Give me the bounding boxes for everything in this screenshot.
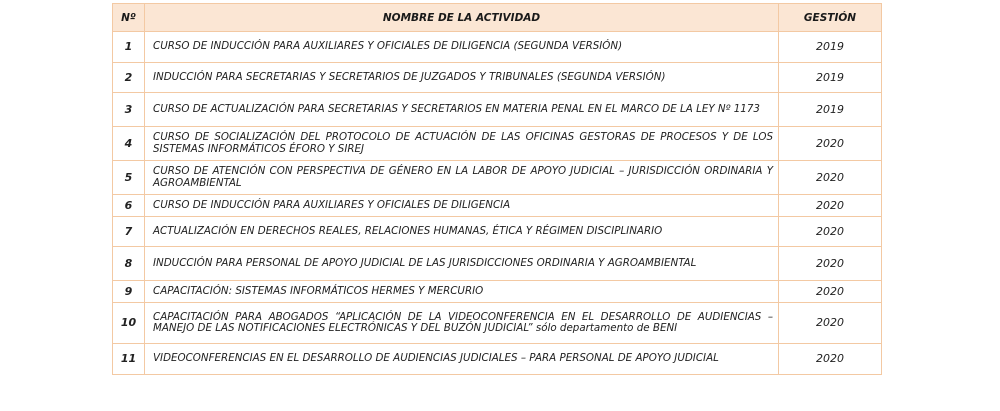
row-number: 4 — [113, 127, 145, 161]
table-row — [113, 161, 882, 195]
row-activity: CURSO DE INDUCCIÓN PARA AUXILIARES Y OFICIALES DE DILIGENCIA (SEGUNDA VERSIÓN) — [145, 32, 779, 63]
activities-table-container — [112, 3, 881, 375]
row-gestion: 2019 — [779, 93, 882, 127]
table-row — [113, 195, 882, 217]
row-gestion: 2020 — [779, 344, 882, 375]
row-activity: CURSO DE ACTUALIZACIÓN PARA SECRETARIAS Y SECRETARIOS EN MATERIA PENAL EN EL MARCO DE LA LEY Nº 1173 — [145, 93, 779, 127]
header-activity: NOMBRE DE LA ACTIVIDAD — [145, 4, 779, 32]
activities-table — [112, 3, 882, 375]
row-activity: CURSO DE INDUCCIÓN PARA AUXILIARES Y OFICIALES DE DILIGENCIA — [145, 195, 779, 217]
table-row — [113, 281, 882, 303]
row-activity: CAPACITACIÓN: SISTEMAS INFORMÁTICOS HERMES Y MERCURIO — [145, 281, 779, 303]
row-gestion: 2020 — [779, 161, 882, 195]
row-gestion: 2019 — [779, 32, 882, 63]
row-gestion: 2020 — [779, 303, 882, 344]
row-number: 10 — [113, 303, 145, 344]
row-number: 9 — [113, 281, 145, 303]
table-row — [113, 63, 882, 93]
row-gestion: 2020 — [779, 217, 882, 247]
table-row — [113, 247, 882, 281]
row-number: 1 — [113, 32, 145, 63]
table-row — [113, 127, 882, 161]
row-number: 3 — [113, 93, 145, 127]
table-row — [113, 93, 882, 127]
table-row — [113, 217, 882, 247]
row-activity: INDUCCIÓN PARA PERSONAL DE APOYO JUDICIAL DE LAS JURISDICCIONES ORDINARIA Y AGROAMBIENTAL — [145, 247, 779, 281]
table-row — [113, 303, 882, 344]
row-activity: ACTUALIZACIÓN EN DERECHOS REALES, RELACIONES HUMANAS, ÉTICA Y RÉGIMEN DISCIPLINARIO — [145, 217, 779, 247]
row-gestion: 2020 — [779, 195, 882, 217]
row-activity: CURSO DE ATENCIÓN CON PERSPECTIVA DE GÉNERO EN LA LABOR DE APOYO JUDICIAL – JURISDICCIÓN ORDINARIA Y AGROAMBIENTAL — [145, 161, 779, 195]
row-activity: CAPACITACIÓN PARA ABOGADOS “APLICACIÓN DE LA VIDEOCONFERENCIA EN EL DESARROLLO DE AUDIENCIAS – MANEJO DE LAS NOTIFICACIONES ELECTRÓNICAS Y DEL BUZÓN JUDICIAL” sólo departamento de BENI — [145, 303, 779, 344]
row-activity: CURSO DE SOCIALIZACIÓN DEL PROTOCOLO DE ACTUACIÓN DE LAS OFICINAS GESTORAS DE PROCESOS Y DE LOS SISTEMAS INFORMÁTICOS ÉFORO Y SIREJ — [145, 127, 779, 161]
row-number: 2 — [113, 63, 145, 93]
table-row — [113, 32, 882, 63]
row-gestion: 2020 — [779, 281, 882, 303]
row-number: 6 — [113, 195, 145, 217]
row-gestion: 2020 — [779, 127, 882, 161]
row-activity: INDUCCIÓN PARA SECRETARIAS Y SECRETARIOS DE JUZGADOS Y TRIBUNALES (SEGUNDA VERSIÓN) — [145, 63, 779, 93]
row-gestion: 2019 — [779, 63, 882, 93]
header-gestion: GESTIÓN — [779, 4, 882, 32]
table-header-row — [113, 4, 882, 32]
row-number: 5 — [113, 161, 145, 195]
row-number: 8 — [113, 247, 145, 281]
row-number: 7 — [113, 217, 145, 247]
row-activity: VIDEOCONFERENCIAS EN EL DESARROLLO DE AUDIENCIAS JUDICIALES – PARA PERSONAL DE APOYO JUDICIAL — [145, 344, 779, 375]
row-gestion: 2020 — [779, 247, 882, 281]
header-number: Nº — [113, 4, 145, 32]
table-row — [113, 344, 882, 375]
row-number: 11 — [113, 344, 145, 375]
